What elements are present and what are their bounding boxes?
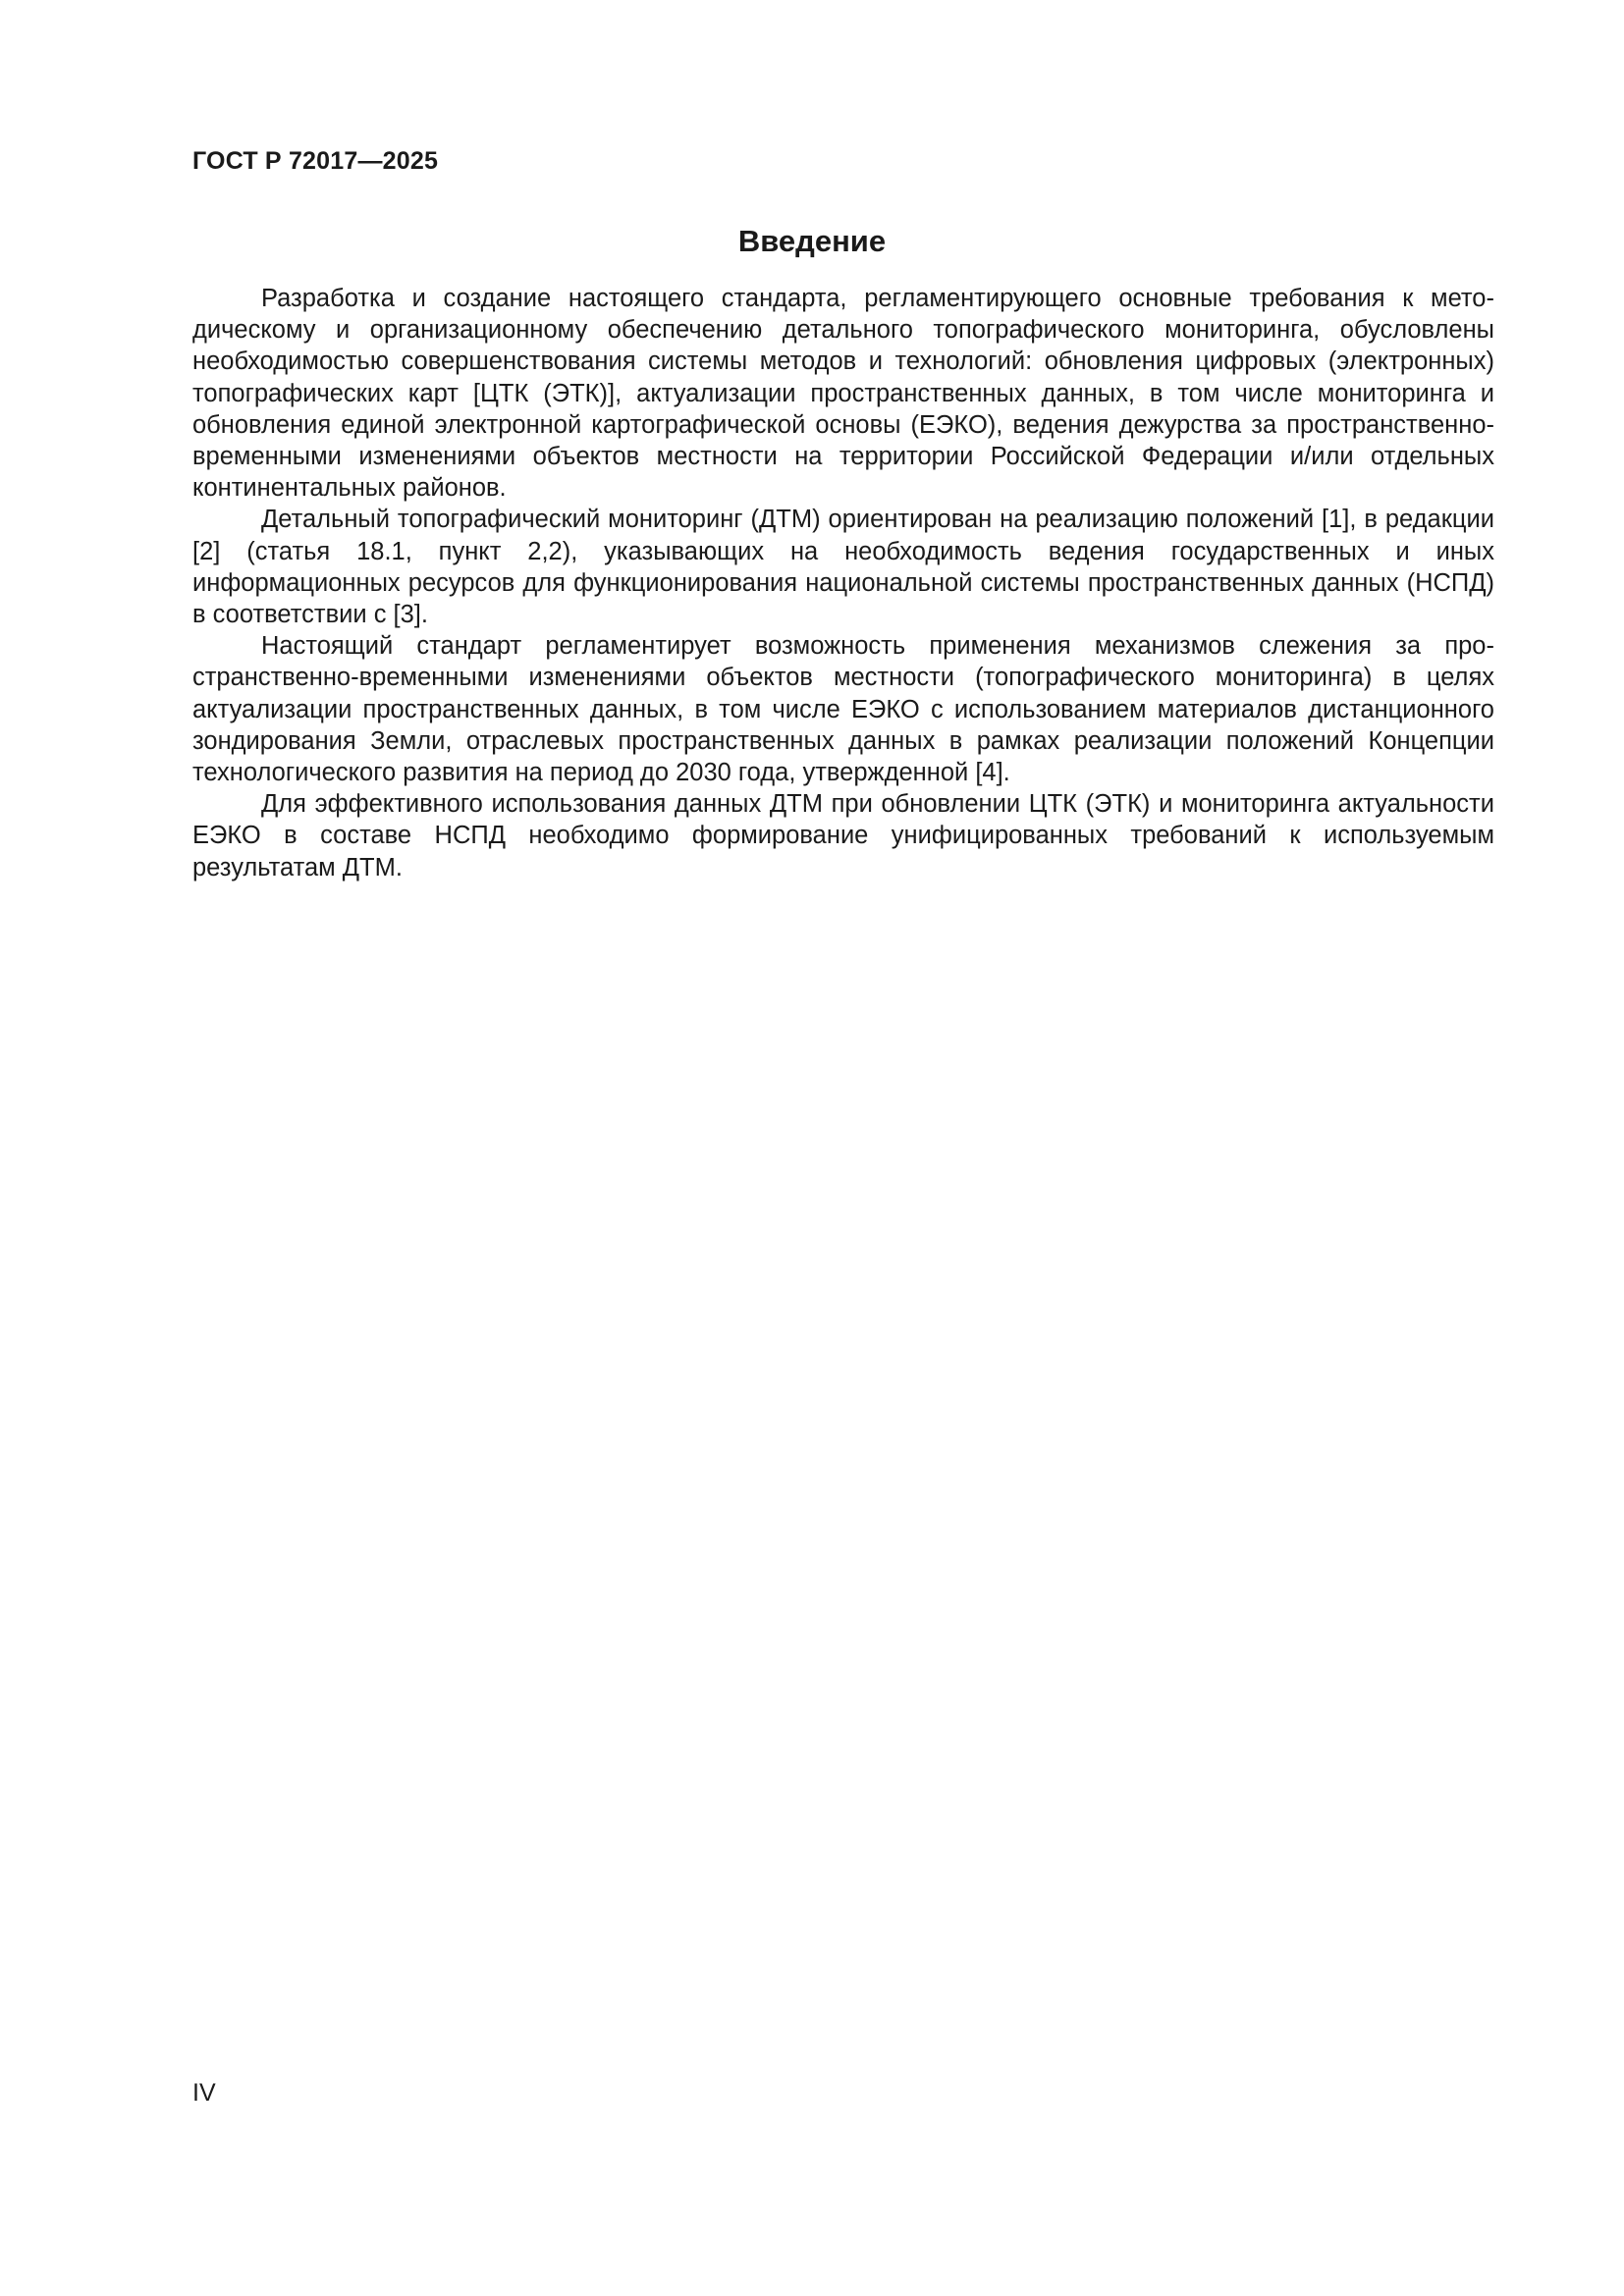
page-number: IV (192, 2079, 216, 2107)
standard-code-header: ГОСТ Р 72017—2025 (192, 147, 439, 175)
paragraph-3: Настоящий стандарт регламентирует возможность применения механизмов слежения за пространственно-временными изменениями объектов местности (топографического мониторинга) в целях актуализации пространственных данных, в том числе ЕЭКО с использованием материалов дистанционного зондирования Земли, отраслевых пространственных данных в рамках реализации положений Концепции технологического развития на период до 2030 года, утвержденной [4]. (192, 632, 1494, 787)
body-text (192, 283, 1494, 883)
section-title: Введение (737, 224, 887, 258)
paragraph-2: Детальный топографический мониторинг (ДТМ) ориентирован на реализацию положений [1], в редакции [2] (статья 18.1, пункт 2,2), указывающих на необходимость ведения государственных и иных информационных ресурсов для функционирования национальной системы пространственных данных (НСПД) в соответствии с [3]. (192, 506, 1494, 629)
paragraph-4: Для эффективного использования данных ДТМ при обновлении ЦТК (ЭТК) и мониторинга актуальности ЕЭКО в составе НСПД необходимо формирование унифицированных требований к используемым результатам ДТМ. (192, 790, 1494, 881)
paragraph-1: Разработка и создание настоящего стандарта, регламентирующего основные требования к методическому и организационному обеспечению детального топографического мониторинга, обусловлены необходимостью совершенствования системы методов и технологий: обновления цифровых (электронных) топографических карт [ЦТК (ЭТК)], актуализации пространственных данных, в том числе мониторинга и обновления единой электронной картографической основы (ЕЭКО), ведения дежурства за пространственно-временными изменениями объектов местности на территории Российской Федерации и/или отдельных континентальных районов. (192, 285, 1494, 503)
